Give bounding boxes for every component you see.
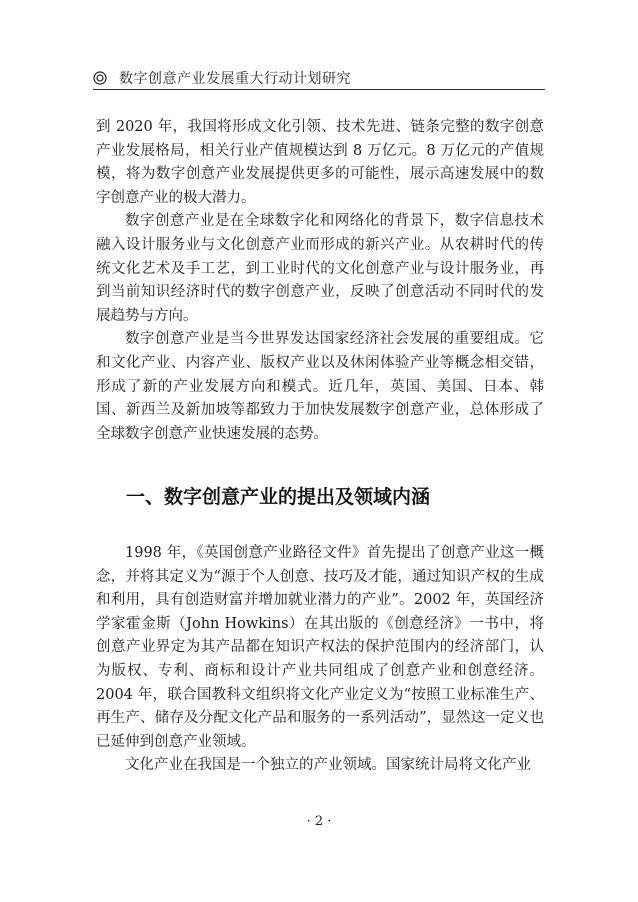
paragraph: 1998 年，《英国创意产业路径文件》首先提出了创意产业这一概念，并将其定义为“源于个人创意、技巧及才能，通过知识产权的生成和利用，具有创造财富并增加就业潜力的产业”。2002 年，英国经济学家霍金斯（John Howkins）在其出版的《创意经济》一书中，将创意产业界定为其产品都在知识产权法的保护范围内的经济部门，认为版权、专利、商标和设计产业共同组成了创意产业和创意经济。2004 年，联合国教科文组织将文化产业定义为“按照工业标准生产、再生产、储存及分配文化产品和服务的一系列活动”，显然这一定义也已延伸到创意产业领域。: [96, 545, 544, 750]
paragraph: 到 2020 年，我国将形成文化引领、技术先进、链条完整的数字创意产业发展格局，相关行业产值规模达到 8 万亿元。8 万亿元的产值规模，将为数字创意产业发展提供更多的可能性，展示高速发展中的数字创意产业的极大潜力。: [96, 119, 544, 206]
double-circle-icon: [93, 71, 107, 85]
body-text-top: [96, 116, 544, 446]
paragraph: 数字创意产业是在全球数字化和网络化的背景下，数字信息技术融入设计服务业与文化创意产业而形成的新兴产业。从农耕时代的传统文化艺术及手工艺，到工业时代的文化创意产业与设计服务业，再到当前知识经济时代的数字创意产业，反映了创意活动不同时代的发展趋势与方向。: [96, 213, 544, 324]
paragraph: 数字创意产业是当今世界发达国家经济社会发展的重要组成。它和文化产业、内容产业、版权产业以及休闲体验产业等概念相交错，形成了新的产业发展方向和模式。近几年，英国、美国、日本、韩国、新西兰及新加坡等都致力于加快发展数字创意产业，总体形成了全球数字创意产业快速发展的态势。: [96, 331, 544, 442]
body-text-bottom: [96, 542, 544, 778]
header-title: 数字创意产业发展重大行动计划研究: [119, 71, 351, 87]
page-number: · 2 ·: [306, 814, 332, 829]
section-heading: 一、数字创意产业的提出及领域内涵: [126, 486, 431, 508]
running-header: [93, 67, 545, 90]
paragraph: 文化产业在我国是一个独立的产业领域。国家统计局将文化产业: [125, 757, 531, 774]
